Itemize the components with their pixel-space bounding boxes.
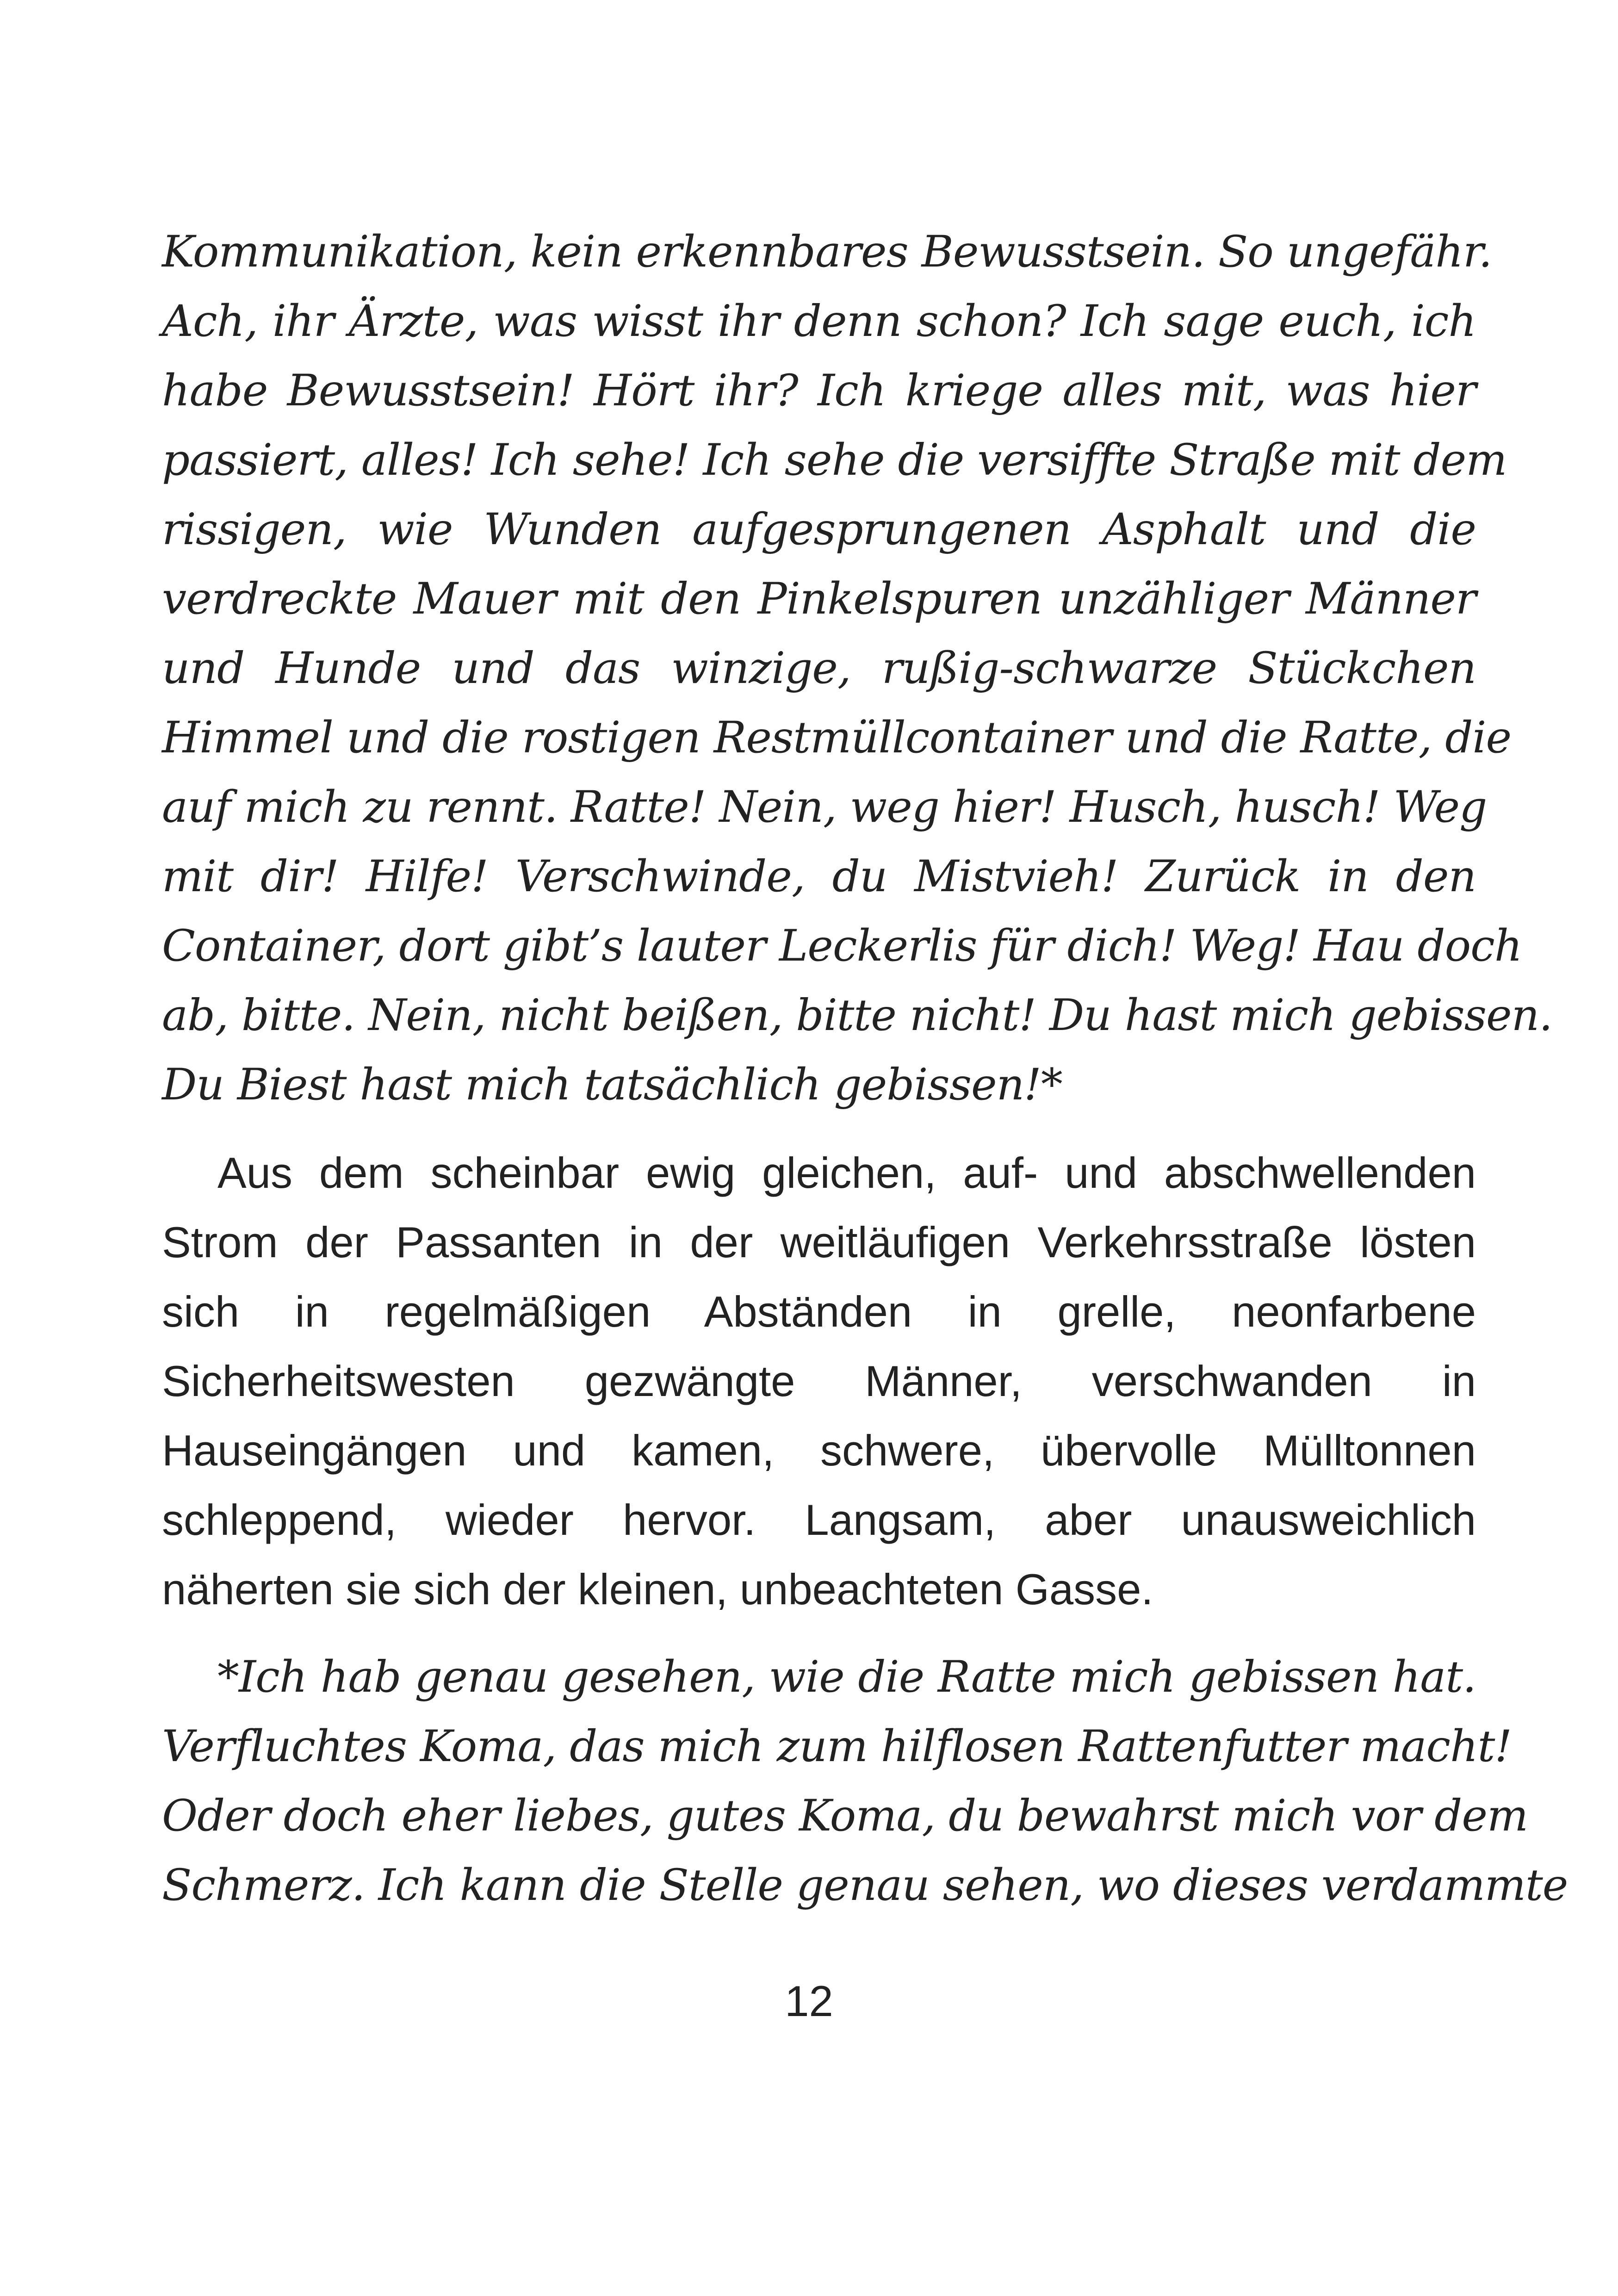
text-line: sich in regelmäßigen Abständen in grelle, neonfarbene [162,1287,1476,1336]
text-line: passiert, alles! Ich sehe! Ich sehe die versiffte Straße mit dem [162,435,1507,485]
text-line: Aus dem scheinbar ewig gleichen, auf- und abschwellenden [217,1148,1476,1197]
text-line: verdreckte Mauer mit den Pinkelspuren unzähliger Männer [162,574,1476,624]
text-line: Kommunikation, kein erkennbares Bewusstsein. So ungefähr. [162,227,1492,277]
text-line: Ach, ihr Ärzte, was wisst ihr denn schon? Ich sage euch, ich [162,296,1476,347]
text-line: schleppend, wieder hervor. Langsam, aber unausweichlich [162,1496,1476,1544]
text-line: Sicherheitswesten gezwängte Männer, verschwanden in [162,1357,1476,1405]
text-line: Oder doch eher liebes, gutes Koma, du bewahrst mich vor dem [162,1791,1528,1841]
paragraph-2 [162,1138,1476,1624]
text-line: Himmel und die rostigen Restmüllcontainer und die Ratte, die [162,713,1512,763]
text-line: Schmerz. Ich kann die Stelle genau sehen, wo dieses verdammte [162,1860,1568,1911]
text-line: Hauseingängen und kamen, schwere, übervolle Mülltonnen [162,1426,1476,1475]
paragraph-1 [162,217,1553,1120]
text-line: auf mich zu rennt. Ratte! Nein, weg hier! Husch, husch! Weg [162,782,1487,832]
page-number: 12 [785,1977,833,2025]
paragraph-3 [162,1643,1568,1920]
text-line: Container, dort gibt’s lauter Leckerlis für dich! Weg! Hau doch [162,921,1522,971]
text-line: rissigen, wie Wunden aufgesprungenen Asphalt und die [162,504,1476,555]
text-line: Verfluchtes Koma, das mich zum hilflosen Rattenfutter macht! [162,1721,1512,1772]
text-line: Du Biest hast mich tatsächlich gebissen!* [162,1060,1062,1110]
page-body [162,217,1568,1920]
text-line: und Hunde und das winzige, rußig-schwarze Stückchen [162,643,1476,694]
text-line: näherten sie sich der kleinen, unbeachteten Gasse. [162,1565,1153,1613]
text-line: mit dir! Hilfe! Verschwinde, du Mistvieh! Zurück in den [162,851,1476,902]
text-line: *Ich hab genau gesehen, wie die Ratte mich gebissen hat. [217,1652,1476,1702]
text-line: ab, bitte. Nein, nicht beißen, bitte nicht! Du hast mich gebissen. [162,990,1553,1041]
text-line: habe Bewusstsein! Hört ihr? Ich kriege alles mit, was hier [162,366,1476,416]
text-line: Strom der Passanten in der weitläufigen Verkehrsstraße lösten [162,1218,1476,1266]
